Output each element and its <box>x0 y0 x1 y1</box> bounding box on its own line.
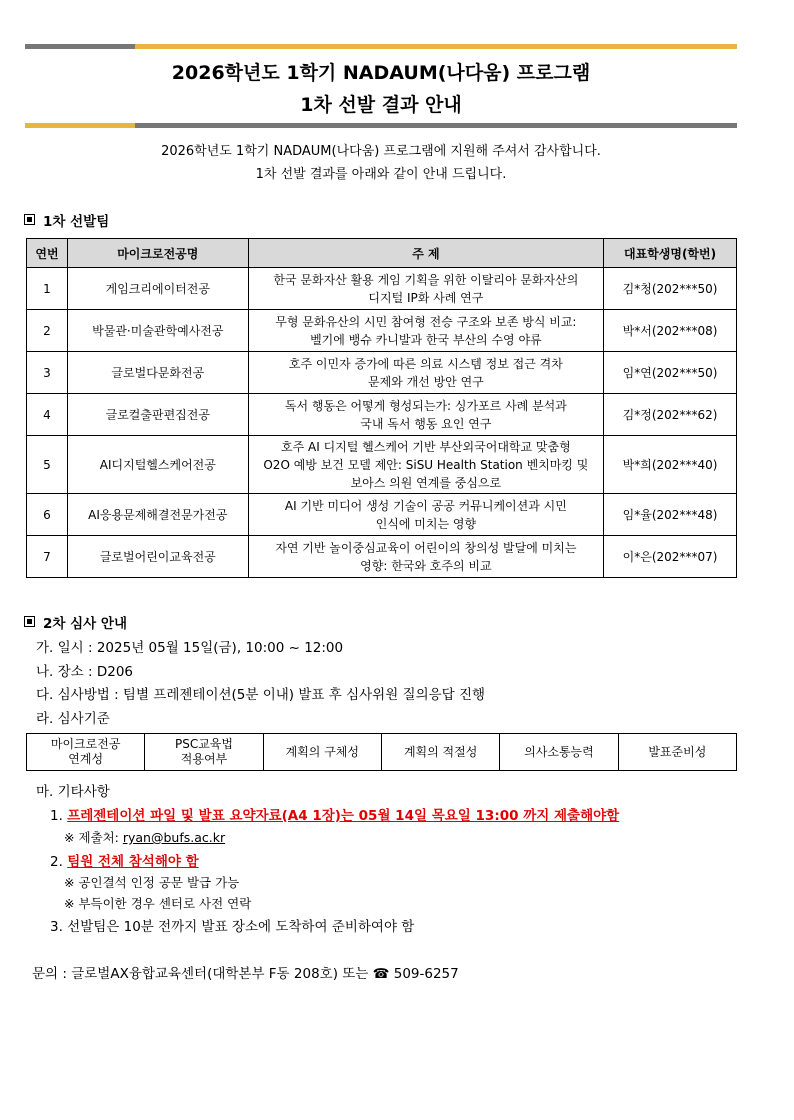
row-topic <box>248 536 603 578</box>
row-student: 박*서(202***08) <box>604 310 737 352</box>
row-topic-line: 국내 독서 행동 요인 연구 <box>360 416 492 431</box>
criteria-text: 적용여부 <box>180 752 228 766</box>
row-student: 김*정(202***62) <box>604 394 737 436</box>
submission-note <box>64 828 225 846</box>
row-topic-line: 벨기에 뱅슈 카니발과 한국 부산의 수영 야류 <box>310 332 542 347</box>
section1-heading <box>24 210 109 230</box>
table-row <box>27 436 737 494</box>
section2-heading-text: 2차 심사 안내 <box>43 616 127 632</box>
criteria-text: 발표준비성 <box>648 744 707 759</box>
selection-table <box>26 238 737 578</box>
col-header-topic: 주 제 <box>248 239 603 268</box>
attendance-note-2: ※ 부득이한 경우 센터로 사전 연락 <box>64 896 252 911</box>
criteria-cell <box>263 734 381 771</box>
row-number: 1 <box>27 268 68 310</box>
table-row <box>27 494 737 536</box>
row-topic-line: 보아스 의원 연계를 중심으로 <box>350 475 502 490</box>
row-number: 6 <box>27 494 68 536</box>
review-place: 나. 장소 : D206 <box>36 664 133 680</box>
square-bullet-icon <box>24 616 35 627</box>
row-number: 5 <box>27 436 68 494</box>
row-topic-line: 호주 AI 디지털 헬스케어 기반 부산외국어대학교 맞춤형 <box>281 439 571 454</box>
row-topic-line: O2O 예방 보건 모델 제안: SiSU Health Station 벤치마킹 및 <box>263 457 589 472</box>
table-row <box>27 352 737 394</box>
criteria-cell <box>618 734 736 771</box>
row-topic-line: AI 기반 미디어 생성 기술이 공공 커뮤니케이션과 시민 <box>284 498 567 513</box>
etc-item-2-text: 팀원 전체 참석해야 함 <box>67 854 199 870</box>
criteria-text: 계획의 구체성 <box>285 744 359 759</box>
section1-heading-text: 1차 선발팀 <box>43 214 110 230</box>
row-topic <box>248 268 603 310</box>
submission-email-link[interactable]: ryan@bufs.ac.kr <box>122 830 226 845</box>
criteria-cell <box>27 734 145 771</box>
row-major: 글로벌다문화전공 <box>67 352 248 394</box>
etc-item-1-number: 1. <box>50 808 63 824</box>
page-subtitle: 1차 선발 결과 안내 <box>300 94 462 116</box>
row-topic-line: 문제와 개선 방안 연구 <box>367 374 484 389</box>
row-number: 4 <box>27 394 68 436</box>
row-topic-line: 한국 문화자산 활용 게임 기획을 위한 이탈리아 문화자산의 <box>273 272 579 287</box>
row-major: 글로벌어린이교육전공 <box>67 536 248 578</box>
page-title: 2026학년도 1학기 NADAUM(나다움) 프로그램 <box>171 62 591 84</box>
col-header-student: 대표학생명(학번) <box>604 239 737 268</box>
criteria-text: 연계성 <box>68 752 104 766</box>
row-topic-line: 디지털 IP화 사례 연구 <box>368 290 484 305</box>
table-row <box>27 268 737 310</box>
row-topic <box>248 394 603 436</box>
etc-item-1 <box>50 804 619 824</box>
row-topic-line: 인식에 미치는 영향 <box>375 516 477 531</box>
square-bullet-icon <box>24 214 35 225</box>
row-topic-line: 무형 문화유산의 시민 참여형 전승 구조와 보존 방식 비교: <box>275 314 577 329</box>
row-topic-line: 독서 행동은 어떻게 형성되는가: 싱가포르 사례 분석과 <box>284 398 567 413</box>
criteria-text: 의사소통능력 <box>524 744 594 759</box>
criteria-table <box>26 733 737 771</box>
criteria-cell <box>145 734 263 771</box>
review-date: 가. 일시 : 2025년 05월 15일(금), 10:00 ~ 12:00 <box>36 640 344 656</box>
criteria-cell <box>500 734 618 771</box>
row-number: 3 <box>27 352 68 394</box>
col-header-no: 연번 <box>27 239 68 268</box>
row-topic <box>248 494 603 536</box>
table-row <box>27 536 737 578</box>
intro-line-1: 2026학년도 1학기 NADAUM(나다움) 프로그램에 지원해 주셔서 감사합니다. <box>161 144 601 159</box>
col-header-major: 마이크로전공명 <box>67 239 248 268</box>
row-topic-line: 자연 기반 놀이중심교육이 어린이의 창의성 발달에 미치는 <box>275 540 577 555</box>
contact-info: 문의 : 글로벌AX융합교육센터(대학본부 F동 208호) 또는 ☎ 509-6257 <box>32 966 459 982</box>
header-bar-bottom <box>25 123 737 128</box>
table-header-row <box>27 239 737 268</box>
intro-line-2: 1차 선발 결과를 아래와 같이 안내 드립니다. <box>255 167 507 182</box>
row-topic-line: 호주 이민자 증가에 따른 의료 시스템 정보 접근 격차 <box>288 356 563 371</box>
etc-item-3: 3. 선발팀은 10분 전까지 발표 장소에 도착하여 준비하여야 함 <box>50 919 415 935</box>
section2-heading <box>24 612 127 632</box>
row-topic <box>248 436 603 494</box>
attendance-note-1: ※ 공인결석 인정 공문 발급 가능 <box>64 875 240 890</box>
row-topic <box>248 310 603 352</box>
criteria-label: 라. 심사기준 <box>36 711 110 727</box>
row-student: 임*율(202***48) <box>604 494 737 536</box>
table-row <box>27 394 737 436</box>
row-number: 2 <box>27 310 68 352</box>
row-number: 7 <box>27 536 68 578</box>
table-row <box>27 310 737 352</box>
etc-item-1-text: 프레젠테이션 파일 및 발표 요약자료(A4 1장)는 05월 14일 목요일 13:00 까지 제출해야함 <box>67 808 620 824</box>
row-topic <box>248 352 603 394</box>
row-topic-line: 영향: 한국와 호주의 비교 <box>360 558 492 573</box>
row-major: 글로컬출판편집전공 <box>67 394 248 436</box>
etc-item-2 <box>50 850 199 870</box>
header-bar-top <box>25 44 737 49</box>
criteria-cell <box>381 734 499 771</box>
row-student: 이*은(202***07) <box>604 536 737 578</box>
criteria-text: 마이크로전공 <box>50 737 121 751</box>
row-major: 게임크리에이터전공 <box>67 268 248 310</box>
row-major: 박물관·미술관학예사전공 <box>67 310 248 352</box>
review-method: 다. 심사방법 : 팀별 프레젠테이션(5분 이내) 발표 후 심사위원 질의응답 진행 <box>36 687 486 703</box>
criteria-row <box>27 734 737 771</box>
criteria-text: 계획의 적절성 <box>403 744 478 759</box>
row-major: AI응용문제해결전문가전공 <box>67 494 248 536</box>
row-student: 임*연(202***50) <box>604 352 737 394</box>
etc-item-2-number: 2. <box>50 854 63 870</box>
submission-note-prefix: ※ 제출처: <box>64 830 123 845</box>
etc-label: 마. 기타사항 <box>36 784 110 800</box>
row-student: 김*청(202***50) <box>604 268 737 310</box>
row-major: AI디지털헬스케어전공 <box>67 436 248 494</box>
criteria-text: PSC교육법 <box>174 737 233 751</box>
row-student: 박*희(202***40) <box>604 436 737 494</box>
